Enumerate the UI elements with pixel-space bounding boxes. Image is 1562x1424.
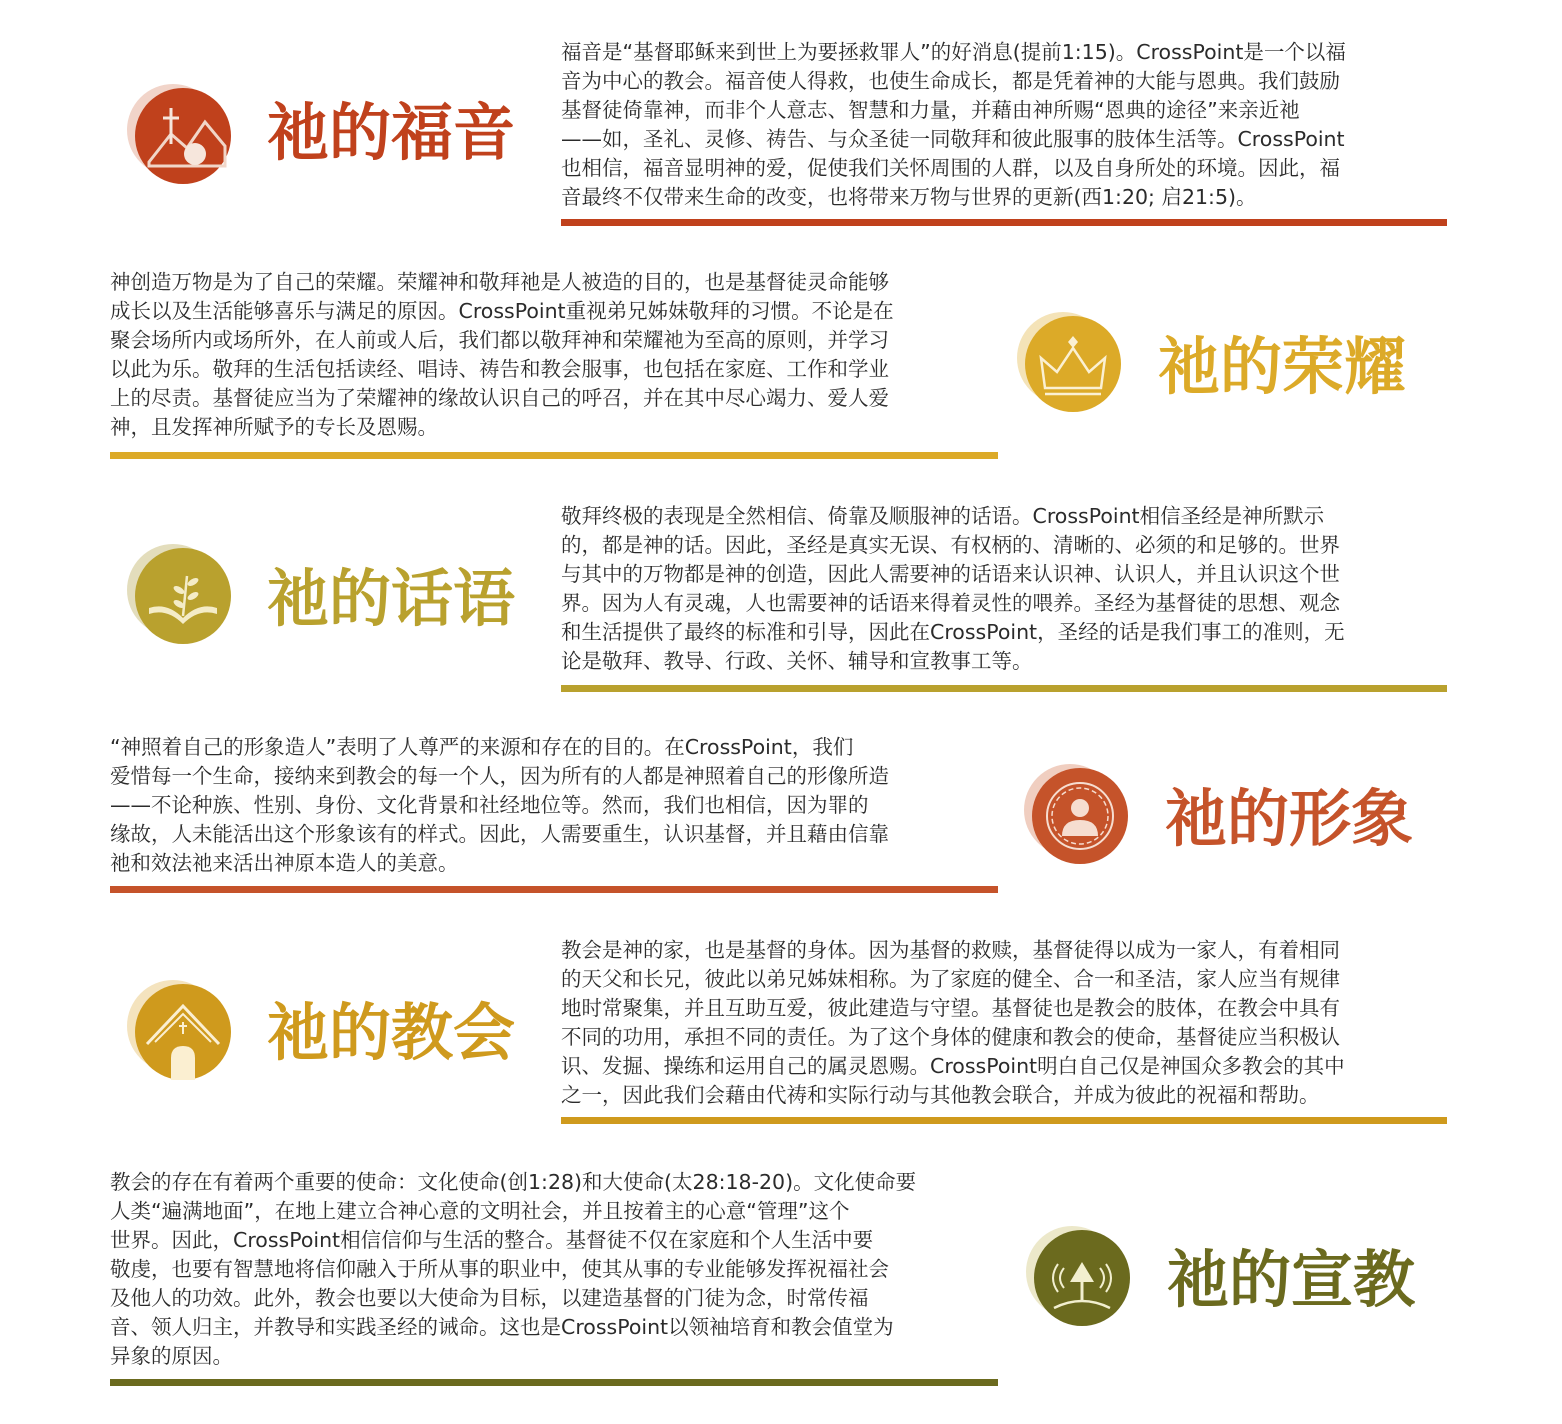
church-title: 祂的教会 bbox=[267, 996, 516, 1069]
text-line: 的，都是神的话。因此，圣经是真实无误、有权柄的、清晰的、必须的和足够的。世界 bbox=[561, 533, 1340, 557]
text-line: 识、发掘、操练和运用自己的属灵恩赐。CrossPoint明白自己仅是神国众多教会的其中 bbox=[561, 1054, 1345, 1078]
text-line: 异象的原因。 bbox=[110, 1344, 233, 1368]
text-line: 上的尽责。基督徒应当为了荣耀神的缘故认识自己的呼召，并在其中尽心竭力、爱人爱 bbox=[110, 386, 889, 410]
text-line: 论是敬拜、教导、行政、关怀、辅导和宣教事工等。 bbox=[561, 649, 1033, 673]
text-line: 敬拜终极的表现是全然相信、倚靠及顺服神的话语。CrossPoint相信圣经是神所默示 bbox=[561, 504, 1325, 528]
text-line: 教会的存在有着两个重要的使命：文化使命(创1:28)和大使命(太28:18-20)。文化使命要 bbox=[110, 1170, 917, 1194]
text-line: 及他人的功效。此外，教会也要以大使命为目标，以建造基督的门徒为念，时常传福 bbox=[110, 1286, 869, 1310]
text-line: 不同的功用，承担不同的责任。为了这个身体的健康和教会的使命，基督徒应当积极认 bbox=[561, 1025, 1340, 1049]
mission-divider bbox=[110, 1379, 998, 1386]
text-line: 音、领人归主，并教导和实践圣经的诫命。这也是CrossPoint以领袖培育和教会值堂为 bbox=[110, 1315, 894, 1339]
text-line: 世界。因此，CrossPoint相信信仰与生活的整合。基督徒不仅在家庭和个人生活中要 bbox=[110, 1228, 874, 1252]
text-line: “神照着自己的形象造人”表明了人尊严的来源和存在的目的。在CrossPoint，我们 bbox=[110, 735, 854, 759]
text-line: 的天父和长兄，彼此以弟兄姊妹相称。为了家庭的健全、合一和圣洁，家人应当有规律 bbox=[561, 967, 1340, 991]
text-line: ——如，圣礼、灵修、祷告、与众圣徒一同敬拜和彼此服事的肢体生活等。CrossPoint bbox=[561, 127, 1345, 151]
text-line: 缘故，人未能活出这个形象该有的样式。因此，人需要重生，认识基督，并且藉由信靠 bbox=[110, 822, 889, 846]
text-line: 成长以及生活能够喜乐与满足的原因。CrossPoint重视弟兄姊妹敬拜的习惯。不论是在 bbox=[110, 299, 894, 323]
text-line: 聚会场所内或场所外，在人前或人后，我们都以敬拜神和荣耀祂为至高的原则，并学习 bbox=[110, 328, 889, 352]
text-line: 神创造万物是为了自己的荣耀。荣耀神和敬拜祂是人被造的目的，也是基督徒灵命能够 bbox=[110, 270, 889, 294]
text-line: 音为中心的教会。福音使人得救，也使生命成长，都是凭着神的大能与恩典。我们鼓励 bbox=[561, 69, 1340, 93]
text-line: 界。因为人有灵魂，人也需要神的话语来得着灵性的喂养。圣经为基督徒的思想、观念 bbox=[561, 591, 1340, 615]
text-line: 爱惜每一个生命，接纳来到教会的每一个人，因为所有的人都是神照着自己的形像所造 bbox=[110, 764, 889, 788]
text-line: 敬虔，也要有智慧地将信仰融入于所从事的职业中，使其从事的专业能够发挥祝福社会 bbox=[110, 1257, 889, 1281]
image-title: 祂的形象 bbox=[1165, 782, 1414, 855]
text-line: 人类“遍满地面”，在地上建立合神心意的文明社会，并且按着主的心意“管理”这个 bbox=[110, 1199, 850, 1223]
text-line: 祂和效法祂来活出神原本造人的美意。 bbox=[110, 851, 459, 875]
text-line: 和生活提供了最终的标准和引导，因此在CrossPoint，圣经的话是我们事工的准则，无 bbox=[561, 620, 1345, 644]
text-line: 神，且发挥神所赋予的专长及恩赐。 bbox=[110, 415, 438, 439]
gospel-title: 祂的福音 bbox=[267, 96, 516, 169]
mission-badge bbox=[1024, 1224, 1154, 1334]
text-line: 教会是神的家，也是基督的身体。因为基督的救赎，基督徒得以成为一家人，有着相同 bbox=[561, 938, 1340, 962]
text-line: 基督徒倚靠神，而非个人意志、智慧和力量，并藉由神所赐“恩典的途径”来亲近祂 bbox=[561, 98, 1300, 122]
text-line: 也相信，福音显明神的爱，促使我们关怀周围的人群，以及自身所处的环境。因此，福 bbox=[561, 156, 1340, 180]
glory-title: 祂的荣耀 bbox=[1158, 330, 1407, 403]
text-line: 地时常聚集，并且互助互爱，彼此建造与守望。基督徒也是教会的肢体，在教会中具有 bbox=[561, 996, 1340, 1020]
mission-paragraph bbox=[110, 1168, 995, 1371]
word-title: 祂的话语 bbox=[267, 562, 516, 635]
text-line: 之一，因此我们会藉由代祷和实际行动与其他教会联合，并成为彼此的祝福和帮助。 bbox=[561, 1083, 1320, 1107]
tree-broadcast-icon bbox=[1024, 1224, 1154, 1334]
mission-title: 祂的宣教 bbox=[1167, 1243, 1416, 1316]
text-line: 福音是“基督耶稣来到世上为要拯救罪人”的好消息(提前1:15)。CrossPoint是一个以福 bbox=[561, 40, 1346, 64]
text-line: 以此为乐。敬拜的生活包括读经、唱诗、祷告和教会服事，也包括在家庭、工作和学业 bbox=[110, 357, 889, 381]
text-line: ——不论种族、性别、身份、文化背景和社经地位等。然而，我们也相信，因为罪的 bbox=[110, 793, 869, 817]
text-line: 音最终不仅带来生命的改变，也将带来万物与世界的更新(西1:20; 启21:5)。 bbox=[561, 185, 1257, 209]
text-line: 与其中的万物都是神的创造，因此人需要神的话语来认识神、认识人，并且认识这个世 bbox=[561, 562, 1340, 586]
